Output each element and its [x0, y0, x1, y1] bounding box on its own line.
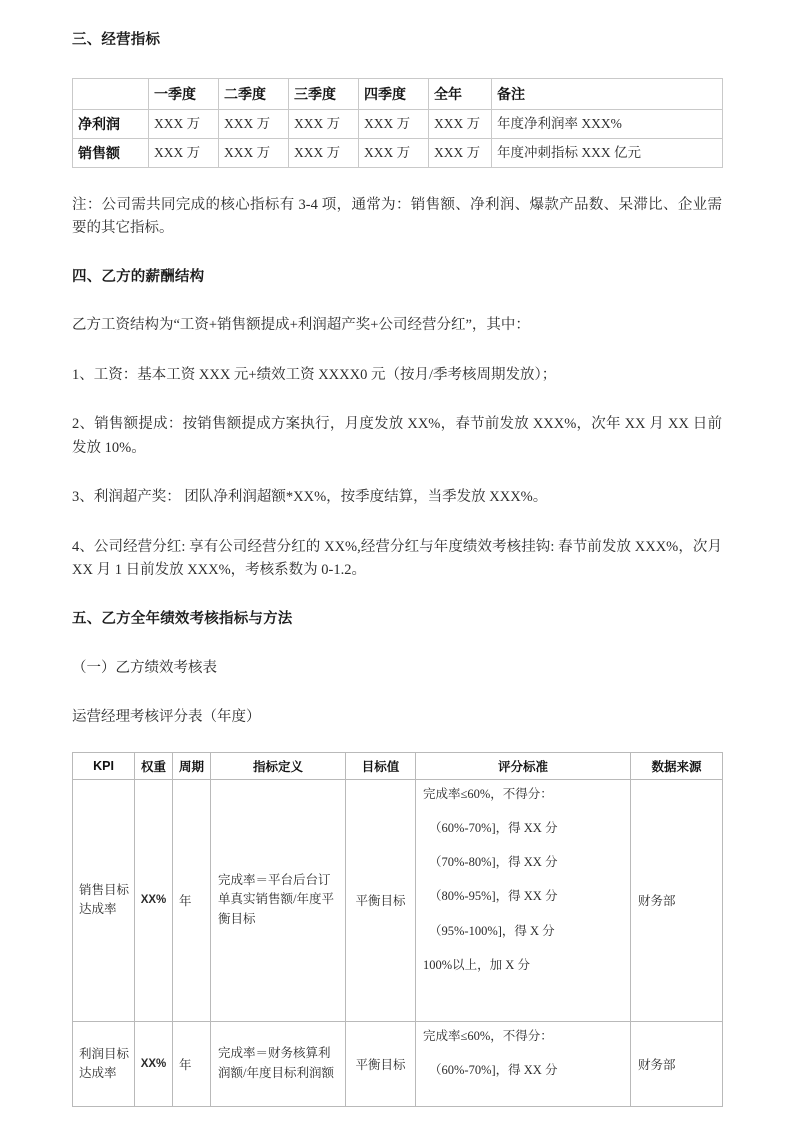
- scoring-rule-line: （60%-70%]，得 XX 分: [429, 820, 558, 835]
- kpi-name-text: 利润目标达成率: [79, 1046, 130, 1080]
- kpi-table-row-sales-target: [73, 779, 723, 1021]
- kpi-header-definition: 指标定义: [211, 752, 346, 779]
- scoring-rule-line: （70%-80%]，得 XX 分: [429, 855, 558, 870]
- spacer-before-heading-5: [72, 583, 722, 609]
- spacer-2: [72, 387, 722, 413]
- metrics-header-year: 全年: [429, 78, 492, 109]
- metrics-table: [72, 78, 723, 168]
- spacer-before-caption: [72, 680, 722, 706]
- kpi-table-header-row: [73, 752, 723, 779]
- metrics-table-header-row: [73, 78, 723, 109]
- spacer-3: [72, 460, 722, 486]
- metrics-row-label: 销售额: [73, 138, 149, 167]
- spacer-before-kpi-table: [72, 730, 722, 752]
- scoring-rule-line: （80%-95%]，得 XX 分: [429, 889, 558, 904]
- metrics-cell-remark: 年度冲刺指标 XXX 亿元: [492, 138, 723, 167]
- kpi-table-caption: 运营经理考核评分表（年度）: [72, 709, 261, 726]
- section-heading-3: 三、经营指标: [72, 32, 161, 48]
- scoring-rule-line: 完成率≤60%，不得分：: [423, 1028, 553, 1043]
- metrics-cell-q2: XXX 万: [219, 138, 289, 167]
- kpi-cell-definition: 完成率＝财务核算利润额/年度目标利润额: [211, 1021, 346, 1106]
- metrics-header-remark: 备注: [492, 78, 723, 109]
- salary-item-1-wage: 1、工资：基本工资 XXX 元+绩效工资 XXXX0 元（按月/季考核周期发放）；: [72, 366, 557, 383]
- kpi-cell-definition: 完成率＝平台后台订单真实销售额/年度平衡目标: [211, 779, 346, 1021]
- metrics-header-blank: [73, 78, 149, 109]
- kpi-cell-weight: XX%: [135, 1021, 173, 1106]
- metrics-header-q2: 二季度: [219, 78, 289, 109]
- kpi-assessment-table: [72, 752, 723, 1107]
- kpi-cell-weight: XX%: [135, 779, 173, 1021]
- metrics-cell-year: XXX 万: [429, 138, 492, 167]
- metrics-cell-year: XXX 万: [429, 109, 492, 138]
- spacer-after-heading-3: [72, 52, 722, 78]
- metrics-cell-q1: XXX 万: [149, 109, 219, 138]
- kpi-cell-name: [73, 779, 135, 1021]
- kpi-header-weight: 权重: [135, 752, 173, 779]
- kpi-cell-target: 平衡目标: [346, 1021, 416, 1106]
- kpi-header-source: 数据来源: [631, 752, 723, 779]
- salary-structure-intro: 乙方工资结构为“工资+销售额提成+利润超产奖+公司经营分红”，其中：: [72, 317, 530, 334]
- metrics-table-row-net-profit: [73, 109, 723, 138]
- document-body: [72, 0, 722, 1107]
- kpi-cell-cycle: 年: [173, 1021, 211, 1106]
- spacer-4: [72, 510, 722, 536]
- kpi-cell-name: [73, 1021, 135, 1106]
- kpi-header-cycle: 周期: [173, 752, 211, 779]
- spacer-after-heading-4: [72, 288, 722, 314]
- metrics-cell-q4: XXX 万: [359, 109, 429, 138]
- kpi-header-kpi: KPI: [73, 752, 135, 779]
- note-paragraph: 注：公司需共同完成的核心指标有 3-4 项，通常为：销售额、净利润、爆款产品数、呆滞比、企业需要的其它指标。: [72, 196, 722, 237]
- kpi-cell-scoring-rules: [416, 779, 631, 1021]
- section-heading-5: 五、乙方全年绩效考核指标与方法: [72, 610, 293, 627]
- kpi-header-target: 目标值: [346, 752, 416, 779]
- metrics-cell-q2: XXX 万: [219, 109, 289, 138]
- metrics-cell-q1: XXX 万: [149, 138, 219, 167]
- scoring-rule-line: （60%-70%]，得 XX 分: [429, 1062, 558, 1077]
- metrics-header-q4: 四季度: [359, 78, 429, 109]
- section-heading-4: 四、乙方的薪酬结构: [72, 268, 205, 285]
- kpi-name-text: 销售目标达成率: [79, 883, 130, 917]
- metrics-header-q1: 一季度: [149, 78, 219, 109]
- kpi-cell-data-source: 财务部: [631, 779, 723, 1021]
- kpi-cell-cycle: 年: [173, 779, 211, 1021]
- metrics-cell-q3: XXX 万: [289, 109, 359, 138]
- metrics-cell-q4: XXX 万: [359, 138, 429, 167]
- scoring-rule-line: 100%以上，加 X 分: [423, 957, 530, 972]
- kpi-table-row-profit-target: [73, 1021, 723, 1106]
- salary-item-2-sales-commission: 2、销售额提成：按销售额提成方案执行，月度发放 XX%，春节前发放 XXX%，次年 XX 月 XX 日前发放 10%。: [72, 416, 722, 456]
- salary-item-4-company-dividend: 4、公司经营分红: 享有公司经营分红的 XX%,经营分红与年度绩效考核挂钩: 春节前发放 XXX%，次月 XX 月 1 日前发放 XXX%，考核系数为 0-1.2。: [72, 538, 722, 579]
- metrics-cell-q3: XXX 万: [289, 138, 359, 167]
- spacer-after-metrics-table: [72, 168, 722, 194]
- kpi-cell-scoring-rules: [416, 1021, 631, 1106]
- spacer-1: [72, 338, 722, 364]
- subsection-one-title: （一）乙方绩效考核表: [72, 659, 217, 676]
- metrics-row-label: 净利润: [73, 109, 149, 138]
- scoring-rule-line: 完成率≤60%，不得分：: [423, 786, 553, 801]
- spacer-after-heading-5: [72, 631, 722, 657]
- metrics-header-q3: 三季度: [289, 78, 359, 109]
- salary-item-3-profit-bonus: 3、利润超产奖： 团队净利润超额*XX%，按季度结算，当季发放 XXX%。: [72, 489, 548, 506]
- kpi-header-rule: 评分标准: [416, 752, 631, 779]
- kpi-cell-data-source: 财务部: [631, 1021, 723, 1106]
- top-spacer: [72, 0, 722, 30]
- scoring-rule-line: （95%-100%]，得 X 分: [429, 923, 555, 938]
- metrics-table-row-sales: [73, 138, 723, 167]
- kpi-cell-target: 平衡目标: [346, 779, 416, 1021]
- spacer-before-heading-4: [72, 241, 722, 267]
- metrics-cell-remark: 年度净利润率 XXX%: [492, 109, 723, 138]
